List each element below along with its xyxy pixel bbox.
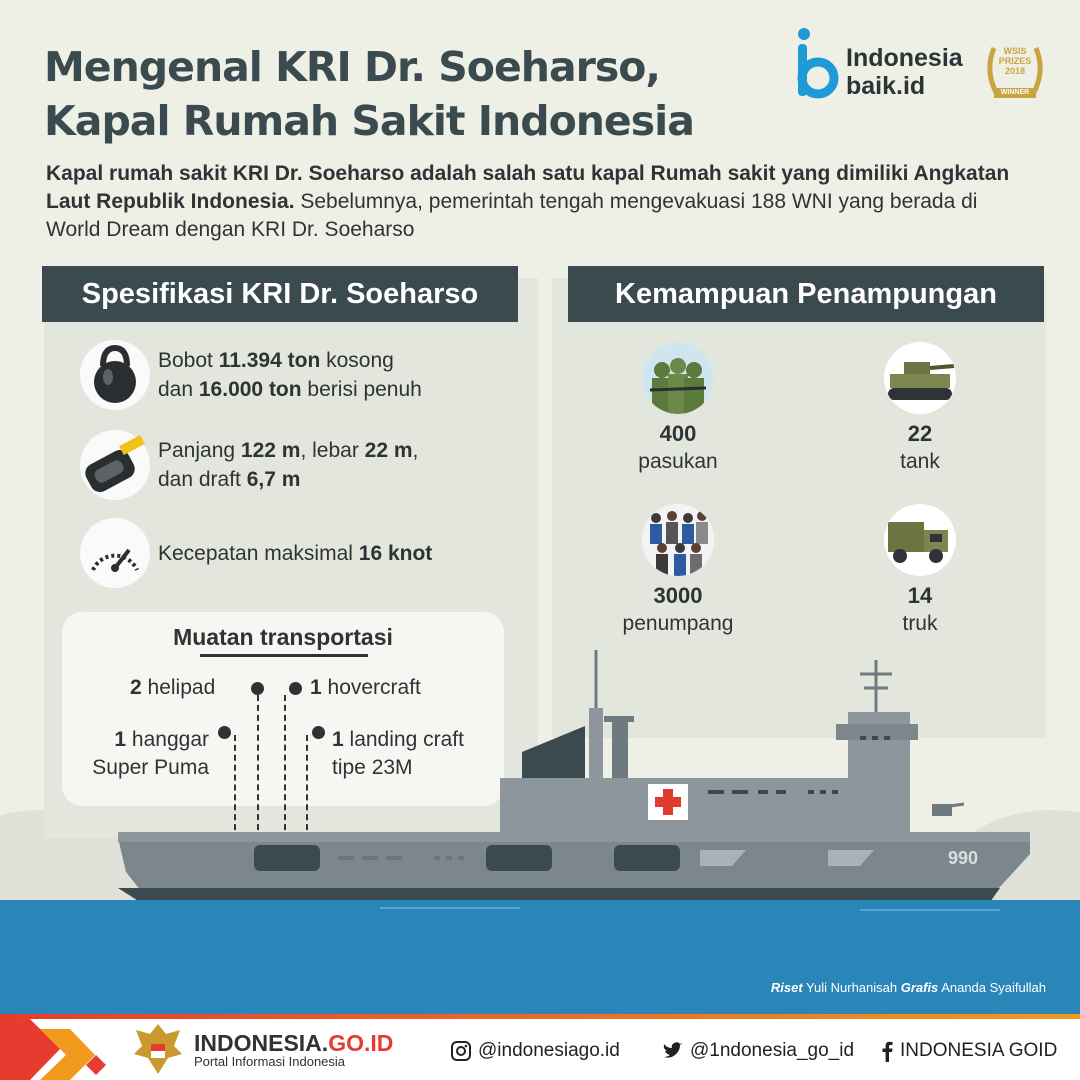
- text: , lebar: [300, 439, 365, 462]
- capacity-label: tank: [900, 450, 940, 473]
- num: 1: [114, 728, 127, 751]
- capacity-header: Kemampuan Penampungan: [568, 266, 1044, 322]
- wave-lines: [0, 896, 1080, 916]
- capacity-item-truck: [840, 504, 1000, 638]
- speedometer-icon: [80, 518, 150, 588]
- num: 1: [310, 676, 322, 699]
- crowd-icon: [642, 504, 714, 576]
- kettlebell-icon: [80, 340, 150, 410]
- label: hovercraft: [321, 676, 421, 699]
- spec-item-dimensions: [80, 430, 418, 500]
- text: dan: [158, 378, 199, 401]
- text: Bobot: [158, 349, 219, 372]
- text: Kecepatan maksimal: [158, 541, 359, 565]
- grafis-label: Grafis: [900, 980, 939, 995]
- instagram-handle: @indonesiago.id: [478, 1040, 620, 1061]
- award-line-4: WINNER: [1000, 89, 1030, 96]
- max-speed: 16 knot: [358, 541, 433, 565]
- spec-item-weight: [80, 340, 422, 410]
- title-line-1: Mengenal KRI Dr. Soeharso,: [44, 43, 660, 91]
- footer-site-name: [194, 1030, 393, 1057]
- weight-full: 16.000 ton: [198, 378, 302, 401]
- weight-empty: 11.394 ton: [218, 349, 321, 372]
- title-line-2: Kapal Rumah Sakit Indonesia: [44, 97, 694, 145]
- ship-illustration: [0, 640, 1080, 910]
- muatan-title: Muatan transportasi: [173, 624, 393, 650]
- wsis-award-badge: [984, 40, 1046, 104]
- twitter-icon: [662, 1041, 684, 1061]
- page-title: [44, 40, 764, 148]
- footer-portal: Portal Informasi Indonesia: [194, 1054, 346, 1069]
- label: helipad: [141, 676, 216, 699]
- text: kosong: [320, 349, 394, 372]
- soldiers-icon: [642, 342, 714, 414]
- tank-icon: [884, 342, 956, 414]
- capacity-label: penumpang: [622, 612, 734, 635]
- label: landing craft: [343, 728, 464, 751]
- line2: Super Puma: [92, 756, 209, 779]
- garuda-emblem-icon: [132, 1020, 184, 1076]
- spec-text-weight: [158, 346, 422, 404]
- sea: [0, 900, 1080, 1014]
- spec-item-speed: [80, 518, 432, 588]
- brand-line-1: Indonesia: [846, 44, 963, 72]
- capacity-label: truk: [902, 612, 938, 635]
- truck-icon: [884, 504, 956, 576]
- footer-instagram[interactable]: [450, 1040, 620, 1062]
- num: 2: [130, 676, 142, 699]
- capacity-num: 14: [907, 583, 933, 608]
- intro-normal: Sebelumnya, pemerintah tengah mengevakuasi 188 WNI yang berada di World Dream dengan KRI Dr. Soeharso: [46, 190, 978, 241]
- intro-bold: Kapal rumah sakit KRI Dr. Soeharso adalah salah satu kapal Rumah sakit yang dimiliki Angkatan Laut Republik Indonesia.: [46, 162, 1010, 213]
- grafis-name: Ananda Syaifullah: [938, 980, 1046, 995]
- riset-name: Yuli Nurhanisah: [802, 980, 901, 995]
- tape-measure-icon: [80, 430, 150, 500]
- capacity-num: 22: [907, 421, 933, 446]
- award-line-2: PRIZES: [998, 56, 1032, 66]
- footer-twitter[interactable]: [662, 1040, 854, 1062]
- capacity-item-soldiers: [598, 342, 758, 476]
- intro-paragraph: [46, 160, 1036, 244]
- draft: 6,7 m: [246, 468, 301, 491]
- capacity-item-passengers: [598, 504, 758, 638]
- footer-corner-logo-icon: [0, 1019, 110, 1080]
- award-line-3: 2018: [1004, 66, 1026, 76]
- facebook-handle: INDONESIA GOID: [900, 1040, 1058, 1061]
- capacity-num: 400: [659, 421, 697, 446]
- instagram-icon: [450, 1040, 472, 1062]
- hull-number: 990: [948, 848, 979, 868]
- spec-text-speed: [158, 539, 432, 568]
- text: dan draft: [158, 468, 247, 491]
- footer-facebook[interactable]: [880, 1040, 1057, 1062]
- spec-text-dimensions: [158, 436, 418, 494]
- num: 1: [332, 728, 344, 751]
- capacity-item-tank: [840, 342, 1000, 476]
- text: Panjang: [158, 439, 241, 462]
- text: berisi penuh: [301, 378, 422, 401]
- text: ,: [412, 439, 419, 462]
- riset-label: Riset: [770, 980, 803, 995]
- footer-top-bar: [0, 1014, 1080, 1019]
- label: hanggar: [126, 728, 209, 751]
- site-a: INDONESIA.: [194, 1030, 329, 1056]
- twitter-handle: @1ndonesia_go_id: [690, 1040, 855, 1061]
- line2: tipe 23M: [332, 756, 413, 779]
- brand-line-2: baik.id: [846, 72, 926, 100]
- award-line-1: WSIS: [1003, 46, 1027, 56]
- width: 22 m: [364, 439, 413, 462]
- brand-name: [846, 44, 963, 100]
- credits: [771, 980, 1046, 995]
- site-b: GO.ID: [328, 1030, 394, 1056]
- capacity-label: pasukan: [638, 450, 718, 473]
- facebook-icon: [880, 1040, 894, 1062]
- capacity-num: 3000: [653, 583, 703, 608]
- indonesia-baik-logo-icon: [794, 26, 842, 102]
- length: 122 m: [240, 439, 301, 462]
- spec-header: Spesifikasi KRI Dr. Soeharso: [42, 266, 518, 322]
